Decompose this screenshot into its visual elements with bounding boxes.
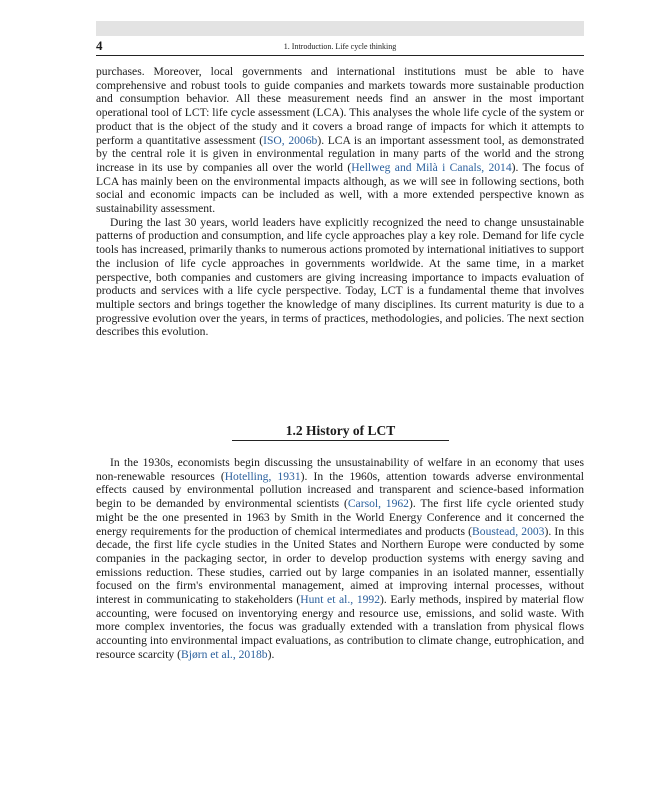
section-heading-rule <box>232 440 449 441</box>
paragraph-1-text-3: ). The focus of LCA has mainly been on the environmental impacts although, as we will see in following sections, both social and economic impacts can be included as well, with a more extended perspective known as sustainability assessment. <box>96 160 584 216</box>
citation-bjorn-2018b[interactable]: Bjørn et al., 2018b <box>180 647 268 661</box>
header-band <box>96 21 584 36</box>
header-rule <box>96 55 584 56</box>
running-head: 1. Introduction. Life cycle thinking <box>283 42 397 51</box>
citation-hunt-1992[interactable]: Hunt et al., 1992 <box>300 593 381 607</box>
paragraph-2: During the last 30 years, world leaders have explicitly recognized the need to change unsustainable patterns of production and consumption, and life cycle approaches play a key role. Demand for life cycle tools has increased, primarily thanks to numerous actions promoted by international initiatives to support the inclusion of life cycle approaches in governments worldwide. At the same time, in a market perspective, both companies and customers are giving increasing importance to impacts evaluation of products and services with a life cycle perspective. Today, LCT is a fundamental theme that involves multiple sectors and brings together the knowledge of many disciplines. Its current maturity is due to a progressive evolution over the years, in terms of practices, methodologies, and policies. The next section describes this evolution. <box>96 215 584 339</box>
paragraph-3-text-1: In the 1930s, economists begin discussing the unsustainability of welfare in an economy that uses non-renewable resources ( <box>96 456 584 483</box>
paragraph-3-text-4: ). In this decade, the first life cycle studies in the United States and Northern Europe were conducted by some companies in the packaging sector, in order to develop production systems with energy saving and emissions reduction. These studies, carried out by large companies in an isolated manner, essentially focused on the firm's environmental management, aimed at improving internal processes, without interest in communicating to stakeholders ( <box>96 524 584 607</box>
citation-hotelling-1931[interactable]: Hotelling, 1931 <box>224 469 301 483</box>
citation-hellweg-2014[interactable]: Hellweg and Milà i Canals, 2014 <box>351 160 512 174</box>
section-heading: 1.2 History of LCT <box>285 423 396 438</box>
paragraph-3-text-2: ). In the 1960s, attention towards adverse environmental effects caused by environmental pollution increased and transparent and science-based information begin to be demanded by environmental scientists ( <box>96 469 585 511</box>
intro-text-block <box>96 65 584 339</box>
citation-iso-2006b[interactable]: ISO, 2006b <box>263 133 318 147</box>
paragraph-3-text-6: ). <box>267 647 275 661</box>
paragraph-3 <box>96 456 584 662</box>
paragraph-3-text-3: ). The first life cycle oriented study might be the one presented in 1963 by Smith in the World Energy Conference and it concerned the energy requirements for the production of chemical intermediates and products ( <box>96 497 584 538</box>
history-text-block <box>96 456 584 662</box>
paragraph-1 <box>96 65 584 216</box>
page-number: 4 <box>96 38 103 53</box>
citation-carsol-1962[interactable]: Carsol, 1962 <box>347 497 409 511</box>
paragraph-3-text-5: ). Early methods, inspired by material flow accounting, were focused on inventorying energy and resource use, emissions, and solid waste. With more complex inventories, the focus was gradually extended with a translation from physical flows accounting into environmental impact evaluations, as contribution to climate change, eutrophication, and resource scarcity ( <box>96 593 584 661</box>
paragraph-1-text-2: ). LCA is an important assessment tool, as demonstrated by the central role it is given in environmental regulation in many parts of the world and the strong increase in its use by companies all over the world ( <box>96 133 584 174</box>
citation-boustead-2003[interactable]: Boustead, 2003 <box>472 524 545 538</box>
paragraph-1-text-1: purchases. Moreover, local governments and international institutions must be able to have comprehensive and robust tools to guide companies and markets towards more sustainable production and consumption behavior. All these measurement needs find an answer in the most important operational tool of LCT: life cycle assessment (LCA). This analyses the whole life cycle of the system or product that is the object of the study and it covers a broad range of impacts for which it attempts to perform a quantitative assessment ( <box>96 65 584 147</box>
